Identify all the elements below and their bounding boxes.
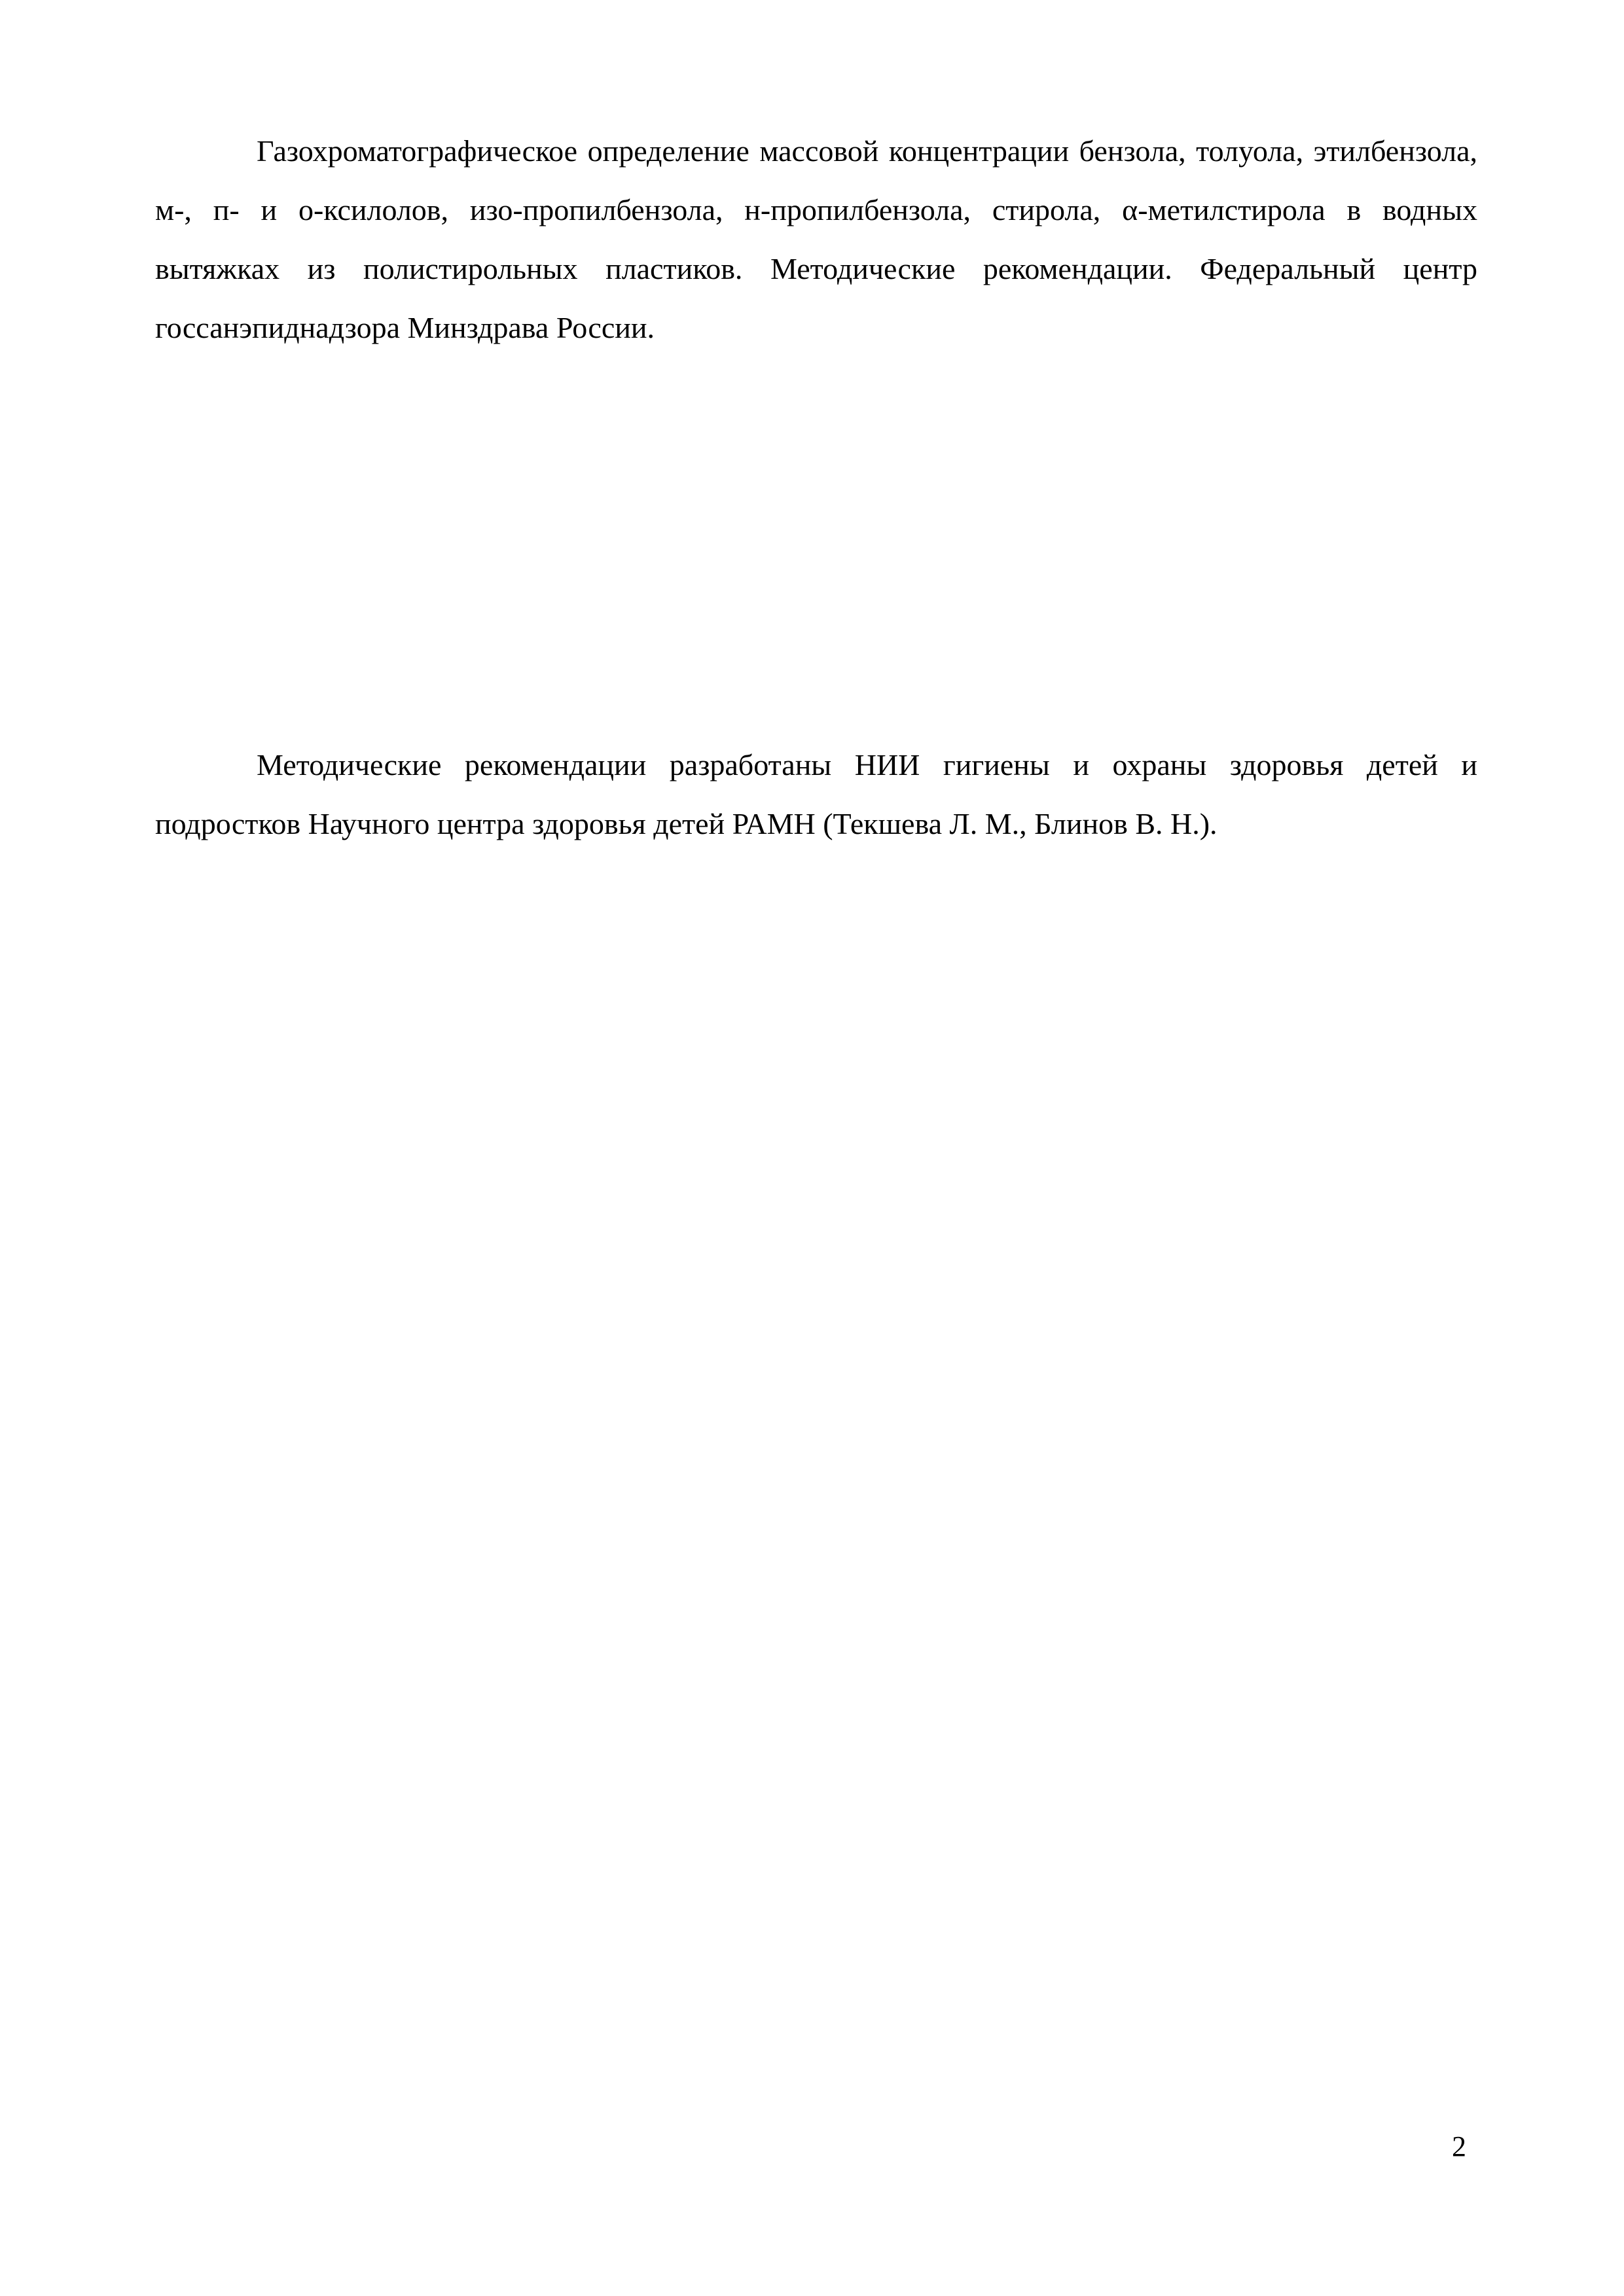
page-number: 2 — [1452, 2130, 1466, 2162]
authors-paragraph: Методические рекомендации разработаны НИИ гигиены и охраны здоровья детей и подростков Научного центра здоровья детей РАМН (Текшева Л. М., Блинов В. Н.). — [155, 748, 1477, 840]
title-paragraph: Газохроматографическое определение массовой концентрации бензола, толуола, этилбензола, м-, п- и о-ксилолов, изо-пропилбензола, н-пропилбензола, стирола, α-метилстирола в водных вытяжках из полистирольных пластиков. Методические рекомендации. Федеральный центр госсанэпиднадзора Минздрава России. — [155, 134, 1477, 344]
